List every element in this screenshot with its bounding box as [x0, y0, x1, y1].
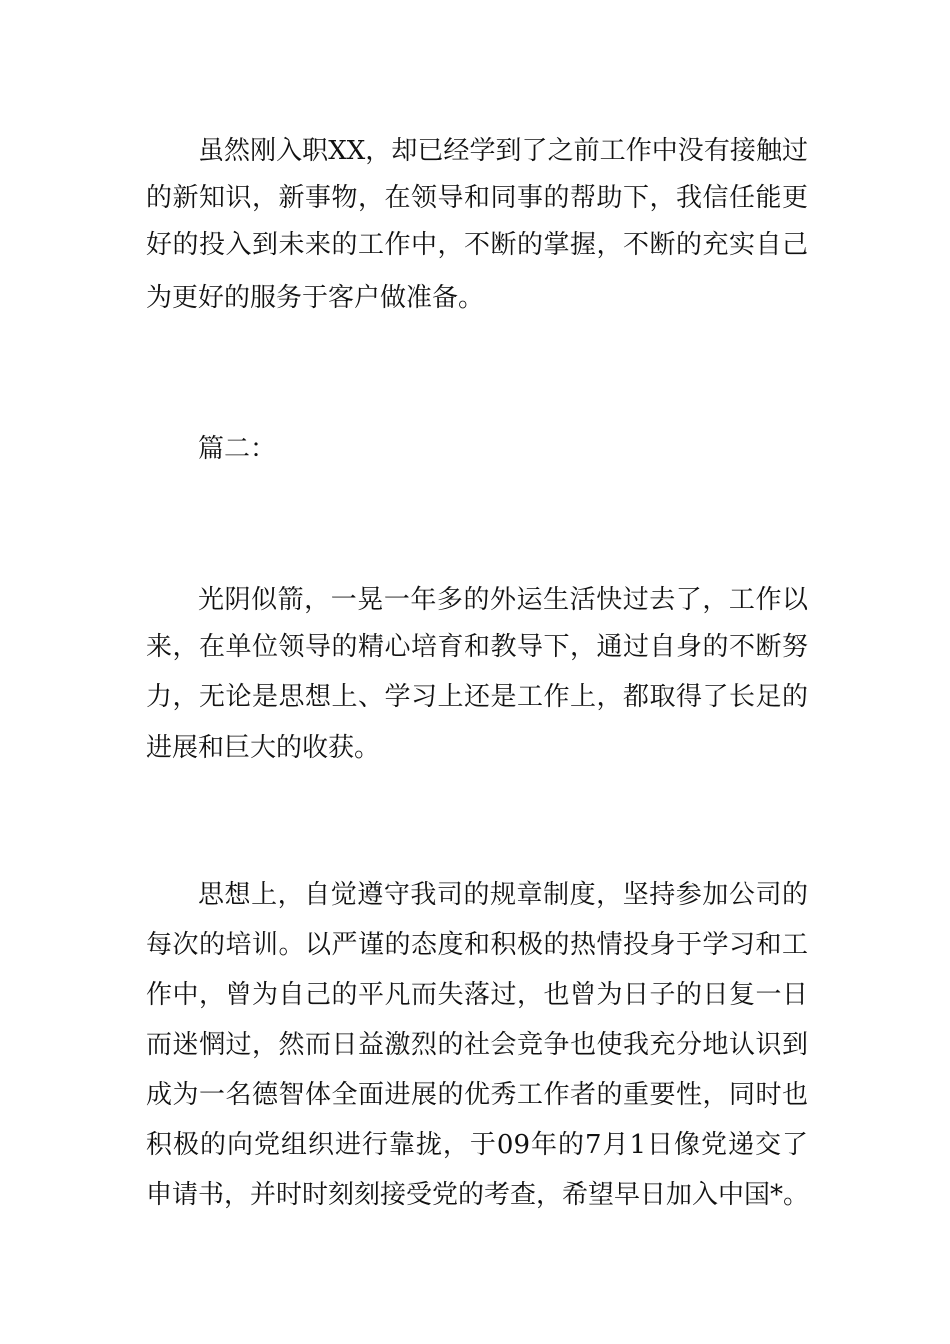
text-line: 每次的培训。以严谨的态度和积极的热情投身于学习和工: [146, 930, 808, 960]
text-line: 积极的向党组织进行靠拢，于09年的7月1日像党递交了: [146, 1130, 808, 1160]
text-line: 进展和巨大的收获。: [146, 733, 381, 763]
text-line: 成为一名德智体全面进展的优秀工作者的重要性，同时也: [146, 1080, 808, 1110]
text-line: 力，无论是思想上、学习上还是工作上，都取得了长足的: [146, 682, 808, 712]
text-line: 思想上，自觉遵守我司的规章制度，坚持参加公司的: [198, 880, 808, 910]
text-line: 作中，曾为自己的平凡而失落过，也曾为日子的日复一日: [146, 980, 808, 1010]
text-line: 好的投入到未来的工作中，不断的掌握，不断的充实自己: [146, 230, 808, 260]
text-line: 的新知识，新事物，在领导和同事的帮助下，我信任能更: [146, 183, 808, 213]
text-line: 为更好的服务于客户做准备。: [146, 283, 485, 313]
text-line: 而迷惘过，然而日益激烈的社会竞争也使我充分地认识到: [146, 1030, 808, 1060]
text-line: 来，在单位领导的精心培育和教导下，通过自身的不断努: [146, 632, 808, 662]
text-line: 虽然刚入职XX，却已经学到了之前工作中没有接触过: [198, 136, 808, 166]
heading-text: 篇二：: [198, 434, 277, 464]
text-line: 光阴似箭，一晃一年多的外运生活快过去了，工作以: [198, 585, 808, 615]
text-line: 申请书，并时时刻刻接受党的考查，希望早日加入中国*。: [146, 1180, 810, 1210]
